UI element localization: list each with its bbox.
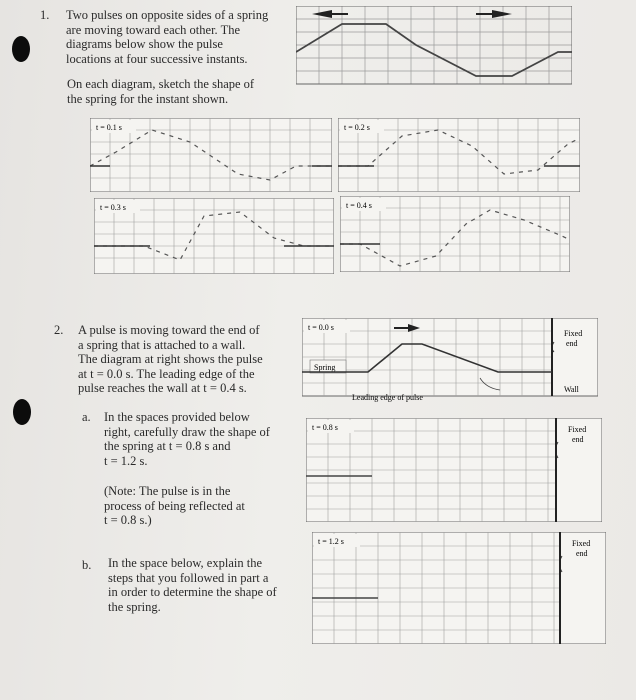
text-line: t = 1.2 s. [104,453,148,468]
leading-edge-label: Leading edge of pulse [352,393,423,402]
q2-panel-t08 [306,418,602,522]
part-b-letter: b. [82,558,92,572]
part-a-instructions [104,410,270,468]
text-line: diagrams below show the pulse [66,37,223,51]
panel-time-label: t = 0.8 s [312,423,338,432]
question-2-intro [78,323,263,396]
fixed-end-label: Fixed [564,329,583,338]
question-2-number: 2. [54,323,64,337]
q1-panel-t04 [340,196,570,272]
panel-time-label: t = 0.3 s [100,203,126,212]
text-line: in order to determine the shape of [108,585,277,599]
part-b-instructions [108,556,277,614]
panel-time-label: t = 0.4 s [346,201,372,210]
q1-panel-t02 [338,118,580,192]
text-line: are moving toward each other. The [66,22,241,37]
text-line: the spring at t = 0.8 s and [104,439,231,453]
text-line: In the spaces provided below [104,410,250,424]
text-line: (Note: The pulse is in the [104,484,231,498]
wall-label: Wall [564,385,579,394]
text-line: steps that you followed in part a [108,570,269,585]
panel-time-label: t = 0.2 s [344,123,370,132]
text-line: Two pulses on opposite sides of a spring [66,8,269,22]
text-line: the spring for the instant shown. [67,91,229,106]
binder-hole [12,36,30,62]
fixed-end-label: end [576,549,588,558]
question-1-number: 1. [40,8,50,22]
panel-time-label: t = 0.1 s [96,123,122,132]
text-line: the spring. [108,599,161,614]
q2-diagram-t00 [302,318,598,406]
q2-panel-t12 [312,532,606,644]
fixed-end-label: Fixed [572,539,591,548]
fixed-end-label: Fixed [568,425,587,434]
fixed-end-label: end [572,435,584,444]
text-line: process of being reflected at [104,498,245,513]
q1-panel-t01 [90,118,332,192]
text-line: locations at four successive instants. [66,51,248,66]
spring-label: Spring [314,363,336,372]
text-line: right, carefully draw the shape of [104,424,270,439]
text-line: t = 0.8 s.) [104,513,152,527]
part-a-letter: a. [82,410,91,424]
text-line: In the space below, explain the [108,556,262,570]
q1-panel-t03 [94,198,334,274]
panel-time-label: t = 1.2 s [318,537,344,546]
text-line: a spring that is attached to a wall. [78,337,246,352]
panel-time-label: t = 0.0 s [308,323,334,332]
question-1-instruction [67,77,254,106]
q1-reference-diagram [296,6,572,86]
text-line: A pulse is moving toward the end of [78,323,260,337]
question-1-intro [66,8,268,66]
part-a-note [104,484,245,528]
binder-hole [13,399,31,425]
text-line: pulse reaches the wall at t = 0.4 s. [78,381,247,395]
text-line: at t = 0.0 s. The leading edge of the [78,366,255,381]
fixed-end-label: end [566,339,578,348]
text-line: On each diagram, sketch the shape of [67,77,255,91]
text-line: The diagram at right shows the pulse [78,352,263,366]
